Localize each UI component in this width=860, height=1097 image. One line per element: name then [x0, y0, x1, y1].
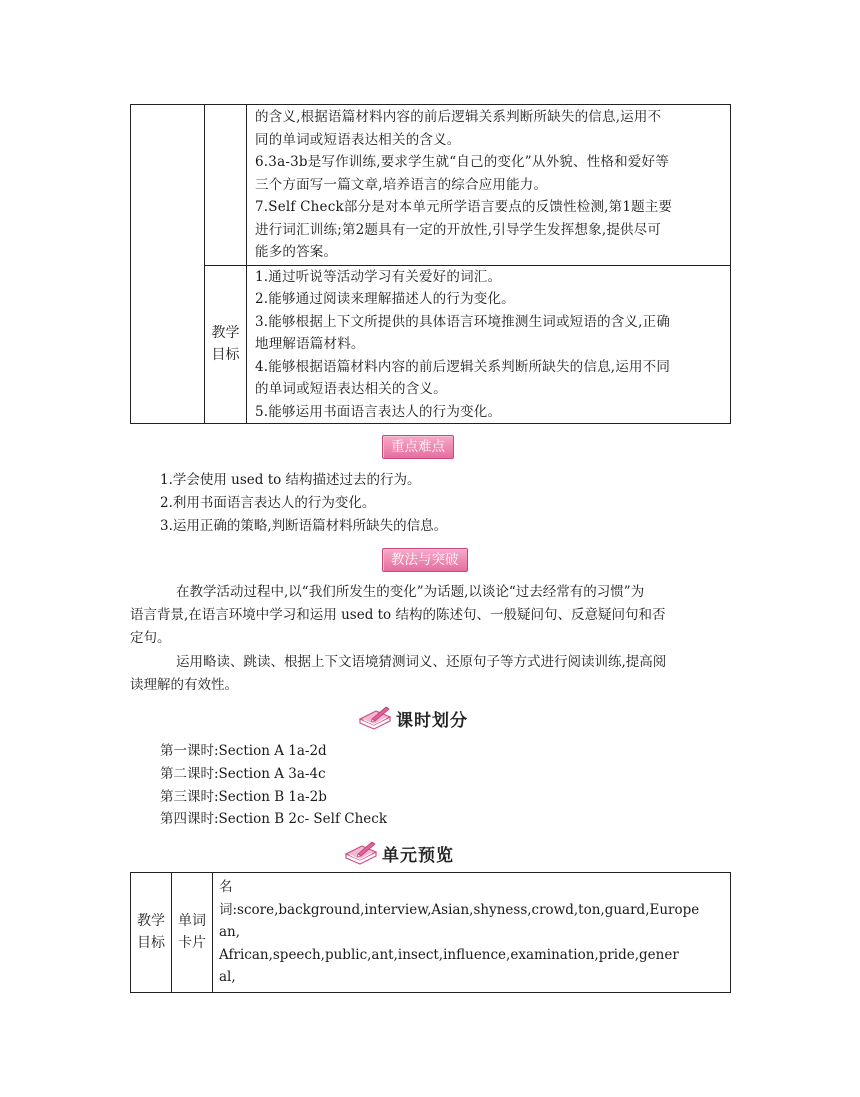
empty-category-cell: [131, 105, 205, 424]
content-line: 7.Self Check部分是对本单元所学语言要点的反馈性检测,第1题主要: [255, 199, 673, 215]
content-line: 三个方面写一篇文章,培养语言的综合应用能力。: [255, 176, 548, 193]
word-card-label-1: 单词: [178, 913, 206, 930]
methods-tag: [382, 548, 468, 572]
schedule-item: 第一课时:Section A 1a-2d: [160, 743, 327, 759]
content-line: 同的单词或短语表达相关的含义。: [255, 131, 461, 148]
methods-line: 读理解的有效性。: [130, 677, 238, 693]
vocab-line: 词:score,background,interview,Asian,shyness,crowd,ton,guard,Europe: [219, 901, 700, 918]
key-point-item: 3.运用正确的策略,判断语篇材料所缺失的信息。: [160, 518, 448, 534]
key-point-item: 2.利用书面语言表达人的行为变化。: [160, 495, 376, 511]
goal-line: 4.能够根据语篇材料内容的前后逻辑关系判断所缺失的信息,运用不同: [255, 358, 671, 375]
key-points-tag-text: 重点难点: [391, 439, 445, 455]
objectives-label-cell: [131, 873, 172, 993]
schedule-item: 第四课时:Section B 2c- Self Check: [160, 811, 388, 827]
vocab-line: an,: [219, 924, 241, 940]
goal-line: 的单词或短语表达相关的含义。: [255, 381, 447, 397]
goals-row: [131, 265, 731, 424]
goals-label-1: 教学: [211, 325, 240, 342]
vocab-content-cell: [213, 873, 731, 993]
goals-label-2: 目标: [211, 347, 240, 364]
vocab-line: al,: [219, 969, 236, 985]
empty-label-cell: [205, 105, 247, 266]
schedule-heading-text: 课时划分: [396, 710, 468, 731]
analysis-row: [131, 105, 731, 266]
objectives-table: [130, 104, 731, 424]
schedule-item: 第三课时:Section B 1a-2b: [160, 789, 327, 805]
methods-line: 在教学活动过程中,以“我们所发生的变化”为话题,以谈论“过去经常有的习惯”为: [176, 584, 645, 600]
goal-line: 5.能够运用书面语言表达人的行为变化。: [255, 403, 502, 420]
content-line: 的含义,根据语篇材料内容的前后逻辑关系判断所缺失的信息,运用不: [255, 109, 662, 125]
methods-tag-text: 教法与突破: [391, 552, 459, 568]
book-pen-icon: [358, 705, 392, 731]
key-points-tag: [382, 435, 454, 459]
analysis-content-cell: [247, 105, 731, 266]
schedule-item: 第二课时:Section A 3a-4c: [160, 766, 326, 782]
content-line: 6.3a-3b是写作训练,要求学生就“自己的变化”从外貌、性格和爱好等: [255, 154, 669, 170]
goal-line: 1.通过听说等活动学习有关爱好的词汇。: [255, 268, 502, 285]
goal-line: 3.能够根据上下文所提供的具体语言环境推测生词或短语的含义,正确: [255, 313, 671, 330]
content-line: 进行词汇训练;第2题具有一定的开放性,引导学生发挥想象,提供尽可: [255, 221, 662, 238]
goal-line: 2.能够通过阅读来理解描述人的行为变化。: [255, 291, 515, 307]
word-card-label-cell: [172, 873, 213, 993]
word-card-label-2: 卡片: [178, 935, 206, 952]
methods-line: 定句。: [130, 630, 171, 646]
goals-label-cell: [205, 265, 247, 424]
objectives-label-2: 目标: [137, 935, 165, 952]
vocab-line: 名: [219, 879, 233, 895]
book-pen-icon: [344, 840, 378, 866]
methods-line: 语言背景,在语言环境中学习和运用 used to 结构的陈述句、一般疑问句、反意疑问句和否: [130, 607, 666, 623]
schedule-heading: [358, 704, 468, 732]
methods-line: 运用略读、跳读、根据上下文语境猜测词义、还原句子等方式进行阅读训练,提高阅: [176, 654, 667, 670]
preview-heading: [344, 839, 454, 867]
goal-line: 地理解语篇材料。: [255, 336, 365, 352]
key-point-item: 1.学会使用 used to 结构描述过去的行为。: [160, 472, 421, 488]
content-line: 能多的答案。: [255, 244, 338, 260]
vocab-row: [131, 873, 731, 993]
preview-heading-text: 单元预览: [382, 845, 454, 866]
vocab-line: African,speech,public,ant,insect,influence,examination,pride,gener: [219, 946, 679, 963]
goals-content-cell: [247, 265, 731, 424]
objectives-label-1: 教学: [137, 913, 165, 930]
preview-table: [130, 872, 731, 993]
